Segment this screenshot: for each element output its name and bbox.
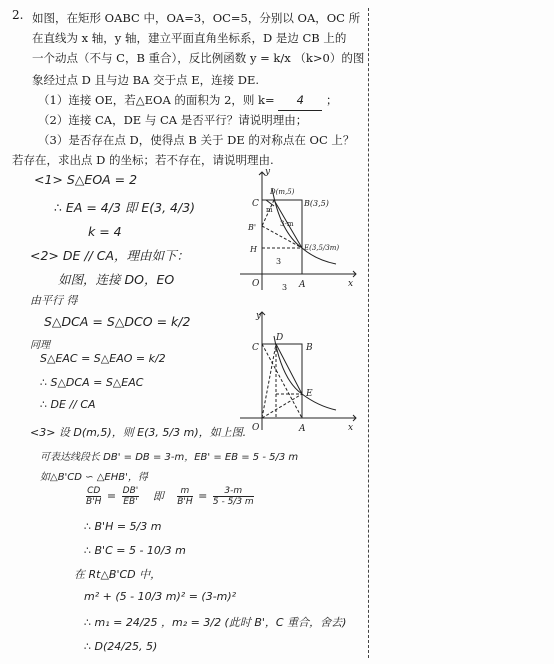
sol-2-line-e: 同理 [30, 340, 50, 351]
sol-3-line-f: ∴ B'C = 5 - 10/3 m [84, 544, 186, 557]
sol-3-line-a: <3> 设 D(m,5)，则 E(3, 5/3 m)，如上图. [30, 426, 247, 439]
fig1-label-3m: 3-m [280, 220, 294, 228]
sol-2-line-d: S△DCA = S△DCO = k/2 [44, 314, 191, 329]
fig1-label-m: m [266, 206, 273, 214]
fig2-label-c: C [252, 343, 259, 353]
fraction-db-eb: $\frac{DB'}{EB'}$ [122, 486, 139, 507]
sol-2-line-h: ∴ DE // CA [40, 398, 96, 411]
sol-3-line-h: m² + (5 - 10/3 m)² = (3-m)² [84, 590, 237, 603]
problem-part-2: （2）连接 CA，DE 与 CA 是否平行？请说明理由； [38, 113, 308, 127]
sol-2-line-c: 由平行 得 [30, 294, 78, 307]
margin-rule [368, 8, 369, 658]
fig2-label-d: D [276, 333, 284, 343]
fig2-label-a: A [299, 424, 306, 434]
fig2-label-x: x [348, 423, 354, 433]
fig2-label-y: y [256, 311, 262, 321]
problem-line-3: 一个动点（不与 C，B 重合），反比例函数 y = k/x （k>0）的图 [32, 51, 365, 65]
sol-3-line-j: ∴ D(24/25, 5) [84, 640, 158, 653]
fraction-m-bh: $\frac{m}{B'H}$ [177, 486, 193, 507]
figure-1 [232, 166, 362, 296]
fig1-label-bprime: B' [248, 223, 257, 232]
fig1-label-y: y [265, 167, 271, 177]
fraction-cd-bh: $\frac{CD}{B'H}$ [86, 486, 102, 507]
problem-part-3-cont: 若存在，求出点 D 的坐标；若不存在，请说明理由. [12, 153, 274, 167]
sol-3-line-e: ∴ B'H = 5/3 m [84, 520, 162, 533]
figure-2 [232, 306, 362, 436]
fig1-label-o: O [252, 279, 260, 289]
sol-2-line-b: 如图，连接 DO，EO [58, 272, 175, 287]
fig2-segment-de [276, 344, 302, 394]
problem-number: 2. [12, 8, 24, 22]
sol-3-line-c: 如△B'CD ∽ △EHB'，得 [40, 472, 148, 483]
sol-3-line-g: 在 Rt△B'CD 中， [74, 568, 162, 581]
problem-line-4: 象经过点 D 且与边 BA 交于点 E，连接 DE. [32, 73, 260, 87]
svg-text:3: 3 [282, 283, 288, 292]
sol-2-line-f: S△EAC = S△EAO = k/2 [40, 352, 166, 365]
fig2-label-o: O [252, 423, 260, 433]
problem-line-2: 在直线为 x 轴，y 轴，建立平面直角坐标系，D 是边 CB 上的 [32, 31, 347, 45]
fig2-segment-od [262, 344, 276, 418]
fig1-label-3: 3 [276, 257, 282, 266]
part-1-text: （1）连接 OE，若△EOA 的面积为 2，则 k= [38, 93, 275, 107]
part-1-suffix: ； [325, 93, 338, 107]
fig2-label-b: B [306, 343, 313, 353]
answer-blank-k: 4 [278, 90, 322, 111]
fig2-hyperbola [274, 336, 336, 410]
fig1-label-c: C [252, 199, 259, 209]
fig1-label-d: D(m,5) [270, 188, 295, 196]
sol-2-line-a: <2> DE // CA，理由如下： [30, 248, 190, 263]
fig1-label-b: B(3,5) [304, 199, 329, 208]
sol-2-line-g: ∴ S△DCA = S△EAC [40, 376, 144, 389]
sol-3-proportion: $\frac{CD}{B'H}$ = $\frac{DB'}{EB'}$ 即 $\frac{m}{B'H}$ = $\frac{3-m}{5 - 5/3 m}$ [86, 486, 254, 507]
sol-1-line-c: k = 4 [88, 224, 122, 239]
fig1-label-e: E(3,5/3m) [304, 244, 340, 252]
sol-1-line-b: ∴ EA = 4/3 即 E(3, 4/3) [54, 200, 196, 215]
sol-3-line-i: ∴ m₁ = 24/25 ，m₂ = 3/2 (此时 B'，C 重合，舍去) [84, 616, 347, 629]
problem-part-3: （3）是否存在点 D，使得点 B 关于 DE 的对称点在 OC 上？ [38, 133, 355, 147]
fraction-3m-5m: $\frac{3-m}{5 - 5/3 m}$ [212, 486, 254, 507]
problem-part-1 [38, 90, 337, 111]
fig2-label-e: E [306, 389, 313, 399]
fig1-label-h: H [250, 245, 257, 254]
fig1-label-a: A [299, 280, 306, 290]
sol-1-line-a: <1> S△EOA = 2 [34, 172, 138, 187]
problem-line-1: 如图，在矩形 OABC 中，OA=3，OC=5，分别以 OA，OC 所 [32, 11, 361, 25]
sol-3-line-b: 可表达线段长 DB' = DB = 3-m，EB' = EB = 5 - 5/3 m [40, 452, 299, 463]
fig1-label-x: x [348, 279, 354, 289]
